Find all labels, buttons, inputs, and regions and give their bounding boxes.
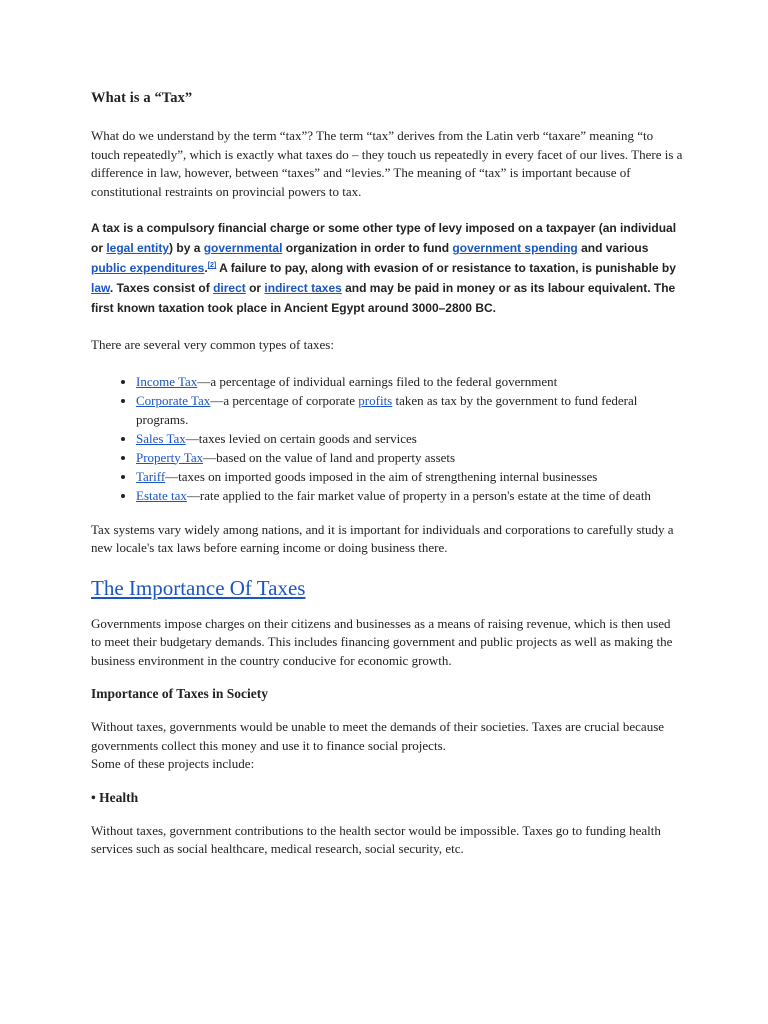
society-text-projects: Some of these projects include:: [91, 756, 255, 771]
tax-types-list: [91, 372, 683, 505]
list-item-text: —based on the value of land and property assets: [203, 449, 456, 465]
link-public-expenditures[interactable]: public expenditures: [91, 261, 205, 275]
definition-text: and may be paid in money or as its labour equivalent. The first known taxation took place in Ancient Egypt around 3000–2800 BC.: [91, 281, 676, 315]
link-law[interactable]: law: [91, 281, 110, 295]
link-income-tax[interactable]: Income Tax: [136, 373, 198, 389]
link-sales-tax[interactable]: Sales Tax: [136, 430, 186, 446]
society-text: Without taxes, governments would be unable to meet the demands of their societies. Taxes are crucial because governments collect this money and use it to finance social projects.: [91, 719, 665, 753]
importance-title-link[interactable]: The Importance Of Taxes: [91, 575, 306, 600]
importance-paragraph: Governments impose charges on their citizens and businesses as a means of raising revenue, which is then used to meet their budgetary demands. This includes financing government and public projects as well as making the business environment in the country conducive for economic growth.: [91, 615, 673, 668]
society-paragraph: [91, 718, 683, 774]
definition-text: .: [204, 261, 208, 275]
types-intro: There are several very common types of taxes:: [91, 337, 334, 352]
link-legal-entity[interactable]: legal entity: [106, 241, 170, 255]
link-governmental[interactable]: governmental: [203, 241, 283, 255]
list-item: [136, 372, 683, 391]
intro-paragraph: What do we understand by the term “tax”? The term “tax” derives from the Latin verb “taxare” meaning “to touch repeatedly”, which is exactly what taxes do – they touch us repeatedly in every facet of our lives. There is a difference in law, however, between “taxes” and “levies.” The meaning of “tax” is important because of constitutional restraints on provincial powers to tax.: [91, 128, 683, 199]
section-heading-what-is-tax: What is a “Tax”: [91, 90, 193, 106]
link-profits[interactable]: profits: [358, 392, 393, 408]
link-indirect-taxes[interactable]: indirect taxes: [264, 281, 342, 295]
health-paragraph: Without taxes, government contributions to the health sector would be impossible. Taxes go to funding health services such as social healthcare, medical research, social security, etc.: [91, 822, 661, 856]
definition-text: or: [245, 281, 265, 295]
tax-systems-paragraph: Tax systems vary widely among nations, and it is important for individuals and corporations to carefully study a new locale's tax laws before earning income or doing business there.: [91, 521, 674, 555]
list-item: [136, 429, 683, 448]
link-property-tax[interactable]: Property Tax: [136, 449, 204, 465]
health-heading: • Health: [91, 789, 139, 805]
link-direct[interactable]: direct: [213, 281, 246, 295]
list-item-text: taken as tax by the government to fund federal programs.: [136, 392, 638, 427]
definition-paragraph: [91, 218, 683, 318]
link-corporate-tax[interactable]: Corporate Tax: [136, 392, 211, 408]
list-item-text: —taxes levied on certain goods and services: [185, 430, 417, 446]
list-item-text: —a percentage of corporate: [210, 392, 359, 408]
definition-text: ) by a: [169, 241, 204, 255]
definition-text: organization in order to fund: [282, 241, 453, 255]
definition-text: and various: [577, 241, 649, 255]
citation-ref-2[interactable]: [2]: [207, 262, 217, 269]
list-item: [136, 486, 683, 505]
list-item: [136, 391, 683, 429]
definition-text: A failure to pay, along with evasion of or resistance to taxation, is punishable by: [216, 261, 676, 275]
list-item-text: —a percentage of individual earnings filed to the federal government: [197, 373, 558, 389]
link-tariff[interactable]: Tariff: [136, 468, 166, 484]
list-item: [136, 448, 683, 467]
list-item-text: —taxes on imported goods imposed in the aim of strengthening internal businesses: [165, 468, 598, 484]
definition-text: A tax is a compulsory financial charge or some other type of levy imposed on a taxpayer (an individual or: [91, 221, 677, 255]
list-item-text: —rate applied to the fair market value of property in a person's estate at the time of death: [186, 487, 651, 503]
link-government-spending[interactable]: government spending: [452, 241, 578, 255]
list-item: [136, 467, 683, 486]
society-heading: Importance of Taxes in Society: [91, 686, 268, 701]
definition-text: . Taxes consist of: [109, 281, 214, 295]
document-content: [91, 90, 683, 859]
link-estate-tax[interactable]: Estate tax: [136, 487, 187, 503]
